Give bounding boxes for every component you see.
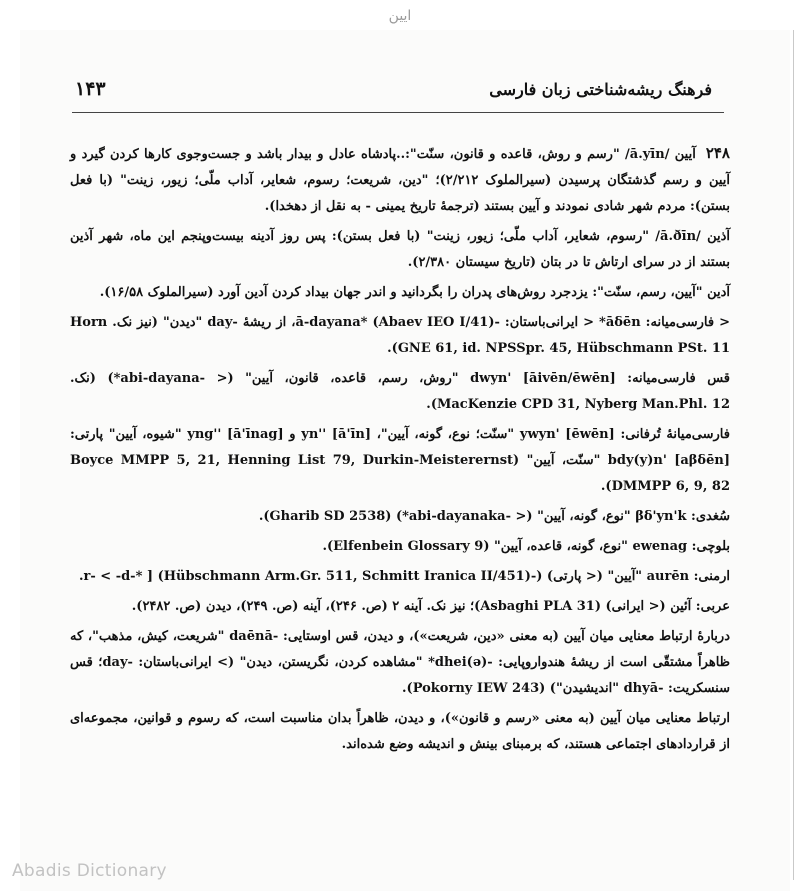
etymology-balochi: بلوچی: ewenag "نوع، گونه، قاعده، آیین" (Elfenbein Glossary 9).	[322, 539, 730, 554]
running-head: فرهنگ ریشه‌شناختی زبان فارسی	[489, 80, 712, 99]
entry-body	[70, 140, 730, 762]
etymology-sogdian: سُغدی: βδ'yn'k "نوع، گونه، آیین" (< -abi-dayanaka*) (Gharib SD 2538).	[258, 509, 730, 524]
entry-number: ۲۴۸	[705, 144, 730, 162]
etymology-middle-persian: < فارسی‌میانه: āδēn* < ایرانی‌باستان: -ā-dayana* (Abaev IEO I/41)، از ریشهٔ -day "دیدن" (نیز نک. Horn GNE 61, id. NPSSpr. 45, Hübschmann PSt. 11).	[70, 315, 731, 356]
etymology-armenian: ارمنی: aurēn "آیین" (< پارتی) (-r- < -d-* ] (Hübschmann Arm.Gr. 511, Schmitt Iranica II/451).	[78, 569, 730, 584]
entry-paragraph-adin: آدین "آیین، رسم، سنّت": یزدجرد روش‌های پدران را بگردانید و اندر جهان بیداد کردن آدین آورد (سیرالملوک ۱۶/۵۸).	[99, 285, 730, 300]
entry-paragraph-azin: آذین /ā.ðīn/ "رسوم، شعایر، آداب ملّی؛ زیور، زینت" (با فعل بستن): پس روز آدینه بیست‌وپنجم این ماه، شهر آذین بستند از در سرای ارتاش تا در بتان (تاریخ سیستان ۲/۳۸۰).	[70, 229, 730, 270]
frame-divider	[793, 30, 794, 880]
watermark: Abadis Dictionary	[12, 861, 167, 881]
semantic-note-religion: دربارهٔ ارتباط معنایی میان آیین (به معنی «دین، شریعت»)، و دیدن، قس اوستایی: -daēnā "شریعت، کیش، مذهب"، که ظاهراً مشتقّی است از ریشهٔ هندواروپایی: -(ə)dhei* "مشاهده کردن، نگریستن، دیدن" (> ایرانی‌باستان: -day؛ قس سنسکریت: -dhyā "اندیشیدن") (Pokorny IEW 243).	[70, 629, 731, 696]
etymology-turfan-parthian: فارسی‌میانهٔ تُرفانی: ywyn' [ēwēn] "سنّت؛ نوع، گونه، آیین"، yn'' [ā'īn] و yng'' [ā'īnag] "شیوه، آیین" پارتی: bdy(y)n' [aβδēn] "سنّت، آیین" (Boyce MMPP 5, 21, Henning List 79, Durkin-Meisterernst DMMPP 6, 9, 82).	[70, 427, 730, 494]
document-title: ایین	[388, 8, 412, 24]
header-rule	[72, 112, 724, 113]
etymology-compare: قس فارسی‌میانه: dwyn' [āivēn/ēwēn] "روش، رسم، قاعده، قانون، آیین" (< -abi-dayana*) (نک. MacKenzie CPD 31, Nyberg Man.Phl. 12).	[70, 371, 731, 412]
paragraph-text: آیین /ā.yīn/ "رسم و روش، قاعده و قانون، سنّت":..پادشاه عادل و بیدار باشد و جست‌وجوی کارها کردن گیرد و آیین و رسم گذشتگان پرسیدن (سیرالملوک ۲/۲۱۲)؛ "دین، شریعت؛ رسوم، شعایر، آداب ملّی؛ زیور، زینت" (با فعل بستن): مردم شهر شادی نمودند و آیین بستند (ترجمهٔ تاریخ یمینی - به نقل از دهخدا).	[70, 147, 730, 214]
page-number: ۱۴۳	[75, 78, 106, 100]
entry-paragraph-main	[70, 140, 730, 220]
etymology-arabic: عربی: آئین (< ایرانی) (Asbaghi PLA 31)؛ نیز نک. آینه ۲ (ص. ۲۴۶)، آینه (ص. ۲۴۹)، دیدن (ص. ۲۴۸۲).	[131, 599, 730, 614]
semantic-note-custom: ارتباط معنایی میان آیین (به معنی «رسم و قانون»)، و دیدن، ظاهراً بدان مناسبت است، که رسوم و قوانین، مجموعه‌ای از قراردادهای اجتماعی هستند، که برمبنای بینش و اندیشه وضع شده‌اند.	[70, 711, 730, 752]
